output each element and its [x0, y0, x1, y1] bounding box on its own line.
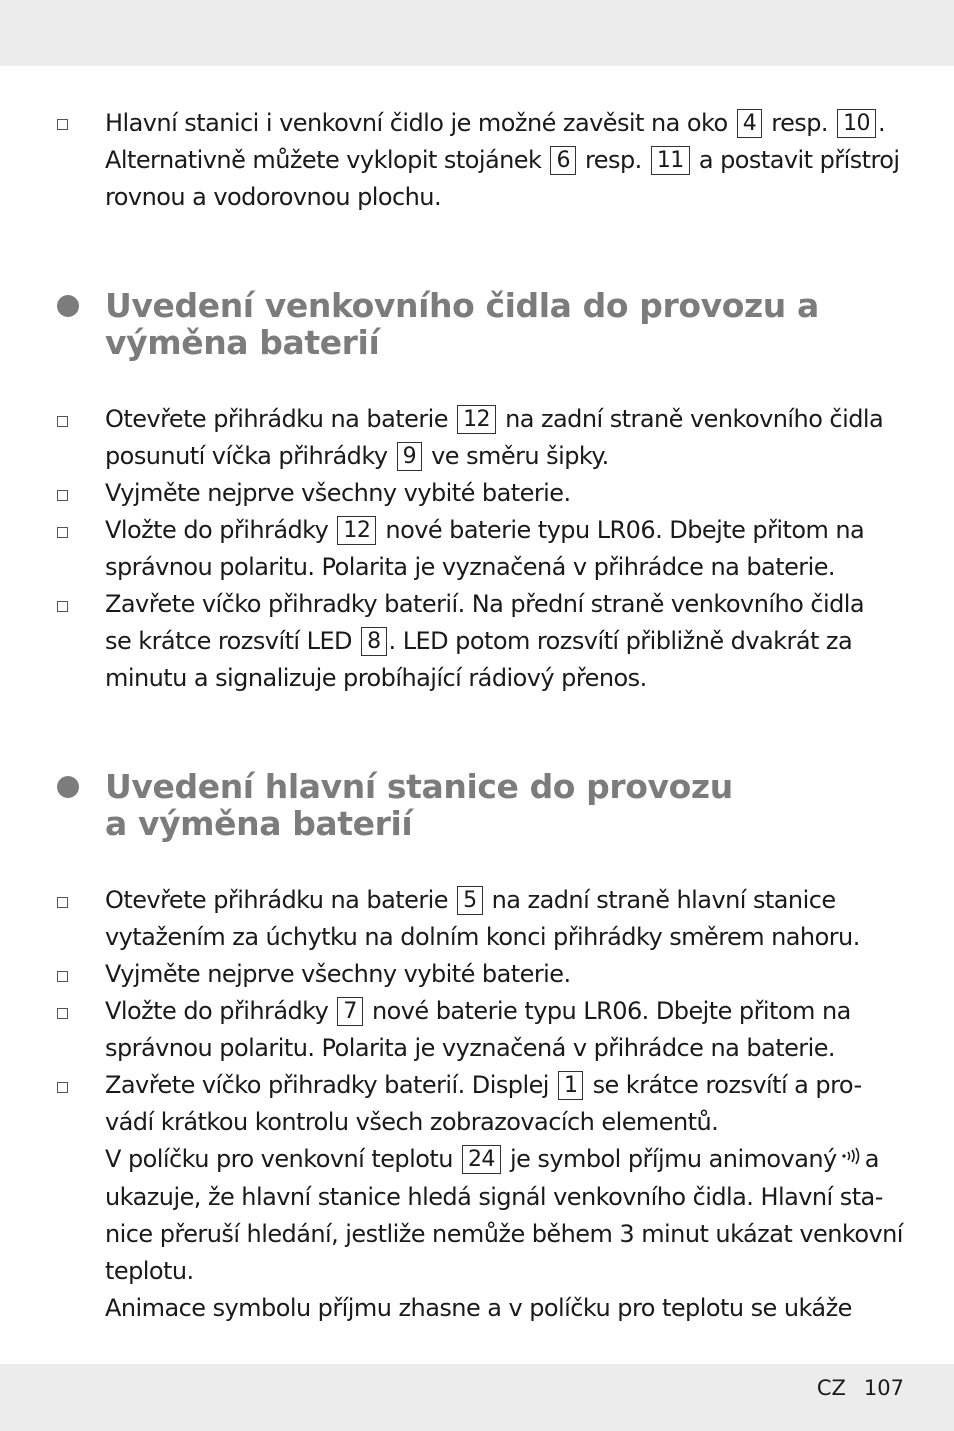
text-span: a: [864, 1145, 879, 1173]
header-band: [0, 0, 954, 66]
text-span: Alternativně můžete vyklopit stojánek: [105, 146, 542, 174]
text-span: Otevřete přihrádku na baterie: [105, 405, 448, 433]
text-line: správnou polaritu. Polarita je vyznačená v přihrádce na baterie.: [105, 1034, 836, 1062]
text-line: ukazuje, že hlavní stanice hledá signál venkovního čidla. Hlavní sta-: [105, 1183, 883, 1211]
intro-text: [105, 105, 900, 216]
text-line: [105, 105, 895, 142]
text-line: Animace symbolu příjmu zhasne a v políčku pro teplotu se ukáže: [105, 1294, 852, 1322]
checkbox-bullet: [57, 119, 68, 130]
ref-number: 11: [651, 146, 690, 175]
checkbox-bullet: [57, 601, 68, 612]
ref-number: 6: [550, 146, 575, 175]
heading-text: [105, 287, 925, 361]
text-line: [105, 438, 895, 475]
text-line: nice přeruší hledání, jestliže nemůže během 3 minut ukázat venkovní: [105, 1220, 903, 1248]
text-span: nové baterie typu LR06. Dbejte přitom na: [385, 516, 865, 544]
text-span: Vložte do přihrádky: [105, 516, 329, 544]
ref-number: 7: [337, 997, 362, 1026]
checkbox-bullet: [57, 1008, 68, 1019]
page-footer: [817, 1376, 904, 1400]
text-span: Otevřete přihrádku na baterie: [105, 886, 448, 914]
text-span: ve směru šipky.: [431, 442, 609, 470]
text-line: [105, 1067, 895, 1104]
text-span: resp.: [585, 146, 642, 174]
text-span: na zadní straně hlavní stanice: [491, 886, 836, 914]
text-span: . LED potom rozsvítí přibližně dvakrát za: [388, 627, 853, 655]
ref-number: 12: [337, 516, 376, 545]
text-span: se krátce rozsvítí a pro-: [592, 1071, 862, 1099]
ref-number: 10: [837, 109, 876, 138]
step-text: [105, 956, 895, 993]
heading-line: Uvedení hlavní stanice do provozu: [105, 767, 733, 806]
ref-number: 5: [457, 886, 482, 915]
text-line: [105, 1141, 895, 1179]
text-line: minutu a signalizuje probíhající rádiový přenos.: [105, 664, 647, 692]
text-span: nové baterie typu LR06. Dbejte přitom na: [371, 997, 851, 1025]
ref-number: 12: [457, 405, 496, 434]
text-line: vádí krátkou kontrolu všech zobrazovacích elementů.: [105, 1108, 719, 1136]
text-line: správnou polaritu. Polarita je vyznačená v přihrádce na baterie.: [105, 553, 836, 581]
text-line: [105, 993, 895, 1030]
ref-number: 8: [361, 627, 386, 656]
ref-number: 9: [397, 442, 422, 471]
text-span: Hlavní stanici i venkovní čidlo je možné zavěsit na oko: [105, 109, 728, 137]
text-span: Zavřete víčko přihradky baterií. Displej: [105, 1071, 549, 1099]
heading-dot: [57, 295, 79, 317]
footer-band: [0, 1364, 954, 1431]
heading-line: a výměna baterií: [105, 804, 413, 843]
text-line: Zavřete víčko přihradky baterií. Na přední straně venkovního čidla: [105, 590, 865, 618]
checkbox-bullet: [57, 897, 68, 908]
step-text: [105, 1067, 903, 1327]
language-code: CZ: [816, 1376, 846, 1400]
text-line: [105, 512, 895, 549]
text-line: rovnou a vodorovnou plochu.: [105, 183, 442, 211]
step-text: [105, 586, 895, 697]
text-span: na zadní straně venkovního čidla: [505, 405, 884, 433]
step-text: [105, 401, 895, 475]
checkbox-bullet: [57, 971, 68, 982]
checkbox-bullet: [57, 1082, 68, 1093]
text-line: Vyjměte nejprve všechny vybité baterie.: [105, 479, 571, 507]
text-span: V políčku pro venkovní teplotu: [105, 1145, 453, 1173]
ref-number: 4: [737, 109, 762, 138]
text-line: [105, 142, 900, 179]
step-text: [105, 993, 895, 1067]
checkbox-bullet: [57, 527, 68, 538]
text-span: je symbol příjmu animovaný: [509, 1145, 837, 1173]
text-span: posunutí víčka přihrádky: [105, 442, 388, 470]
reception-signal-icon: [841, 1142, 861, 1179]
text-line: Vyjměte nejprve všechny vybité baterie.: [105, 960, 571, 988]
text-span: resp.: [771, 109, 829, 137]
checkbox-bullet: [57, 490, 68, 501]
page-number: 107: [863, 1376, 904, 1400]
text-span: Vložte do přihrádky: [105, 997, 329, 1025]
text-line: [105, 401, 895, 438]
ref-number: 24: [462, 1145, 501, 1174]
step-text: [105, 882, 895, 956]
heading-line: Uvedení venkovního čidla do provozu a: [105, 286, 819, 325]
checkbox-bullet: [57, 416, 68, 427]
text-line: teplotu.: [105, 1257, 194, 1285]
text-line: [105, 623, 895, 660]
text-span: a postavit přístroj: [698, 146, 900, 174]
heading-text: [105, 768, 925, 842]
step-text: [105, 475, 895, 512]
ref-number: 1: [558, 1071, 583, 1100]
heading-dot: [57, 776, 79, 798]
text-line: vytažením za úchytku na dolním konci přihrádky směrem nahoru.: [105, 923, 860, 951]
heading-line: výměna baterií: [105, 323, 380, 362]
text-line: [105, 882, 895, 919]
step-text: [105, 512, 895, 586]
text-span: se krátce rozsvítí LED: [105, 627, 352, 655]
text-span: .: [878, 109, 886, 137]
